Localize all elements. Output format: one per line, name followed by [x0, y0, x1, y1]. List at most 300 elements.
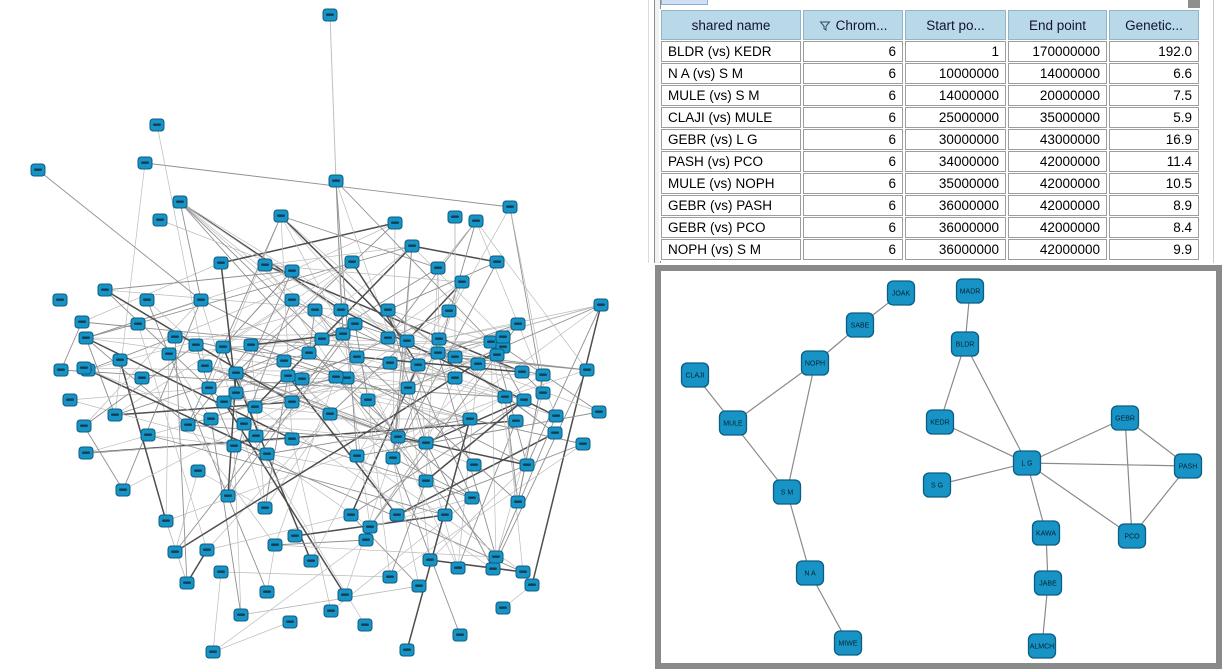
network-edge [532, 305, 601, 585]
network-edge [213, 622, 290, 652]
node-label-smudge [232, 392, 240, 394]
table-cell: 6 [803, 85, 903, 106]
node-label-smudge [514, 501, 522, 503]
subnetwork-node-bldr[interactable] [952, 332, 979, 356]
node-label: MULE [723, 420, 743, 428]
network-node[interactable] [400, 335, 414, 347]
table-cell: 42000000 [1008, 217, 1107, 238]
table-cell: 10.5 [1109, 173, 1199, 194]
network-node[interactable] [390, 509, 404, 521]
network-node[interactable] [206, 646, 220, 658]
node-label-smudge [220, 401, 228, 403]
node-label-smudge [445, 310, 453, 312]
network-node[interactable] [180, 577, 194, 589]
network-node[interactable] [31, 164, 45, 176]
network-node[interactable] [304, 555, 318, 567]
pane-divider-line [648, 0, 649, 263]
network-node[interactable] [334, 304, 348, 316]
network-node[interactable] [214, 566, 228, 578]
node-label-smudge [394, 436, 402, 438]
table-cell: 10000000 [905, 63, 1006, 84]
network-node[interactable] [285, 294, 299, 306]
network-node[interactable] [162, 348, 176, 360]
network-node[interactable] [150, 119, 164, 131]
network-edge [145, 163, 510, 207]
network-node[interactable] [116, 484, 130, 496]
network-node[interactable] [549, 410, 563, 422]
column-header-start-position[interactable]: Start po... [905, 10, 1006, 40]
node-label-smudge [422, 442, 430, 444]
network-node[interactable] [281, 370, 295, 382]
node-label: S M [780, 489, 794, 497]
network-node[interactable] [517, 394, 531, 406]
network-node[interactable] [448, 372, 462, 384]
filter-funnel-icon[interactable] [819, 20, 831, 32]
subnetwork-node-kawa[interactable] [1033, 521, 1060, 545]
network-node[interactable] [496, 331, 510, 343]
node-label-smudge [78, 321, 86, 323]
node-label-smudge [583, 369, 591, 371]
subnetwork-node-kedr[interactable] [927, 410, 954, 434]
network-node[interactable] [113, 354, 127, 366]
network-node[interactable] [503, 201, 517, 213]
network-node[interactable] [283, 616, 297, 628]
network-node[interactable] [288, 530, 302, 542]
subnetwork-node-s-m[interactable] [774, 480, 801, 504]
subnetwork-edge[interactable] [965, 344, 1027, 463]
network-node[interactable] [490, 256, 504, 268]
network-node[interactable] [200, 544, 214, 556]
network-node[interactable] [329, 175, 343, 187]
table-cell: 9.9 [1109, 239, 1199, 260]
network-node[interactable] [363, 521, 377, 533]
network-node[interactable] [248, 401, 262, 413]
node-label-smudge [288, 401, 296, 403]
node-label-smudge [311, 309, 319, 311]
network-node[interactable] [237, 418, 251, 430]
network-node[interactable] [302, 347, 316, 359]
network-node[interactable] [358, 619, 372, 631]
table-row[interactable] [661, 129, 1199, 150]
scrollbar-thumb-fragment[interactable] [661, 0, 708, 5]
subnetwork-node-s-g[interactable] [924, 473, 951, 497]
network-node[interactable] [580, 364, 594, 376]
network-node[interactable] [383, 357, 397, 369]
network-node[interactable] [511, 496, 525, 508]
network-node[interactable] [54, 364, 68, 376]
node-label-smudge [143, 299, 151, 301]
table-cell: 170000000 [1008, 41, 1107, 62]
node-label-smudge [451, 216, 459, 218]
node-label-smudge [470, 464, 478, 466]
network-node[interactable] [525, 579, 539, 591]
node-label-smudge [247, 344, 255, 346]
network-node[interactable] [234, 609, 248, 621]
node-label-smudge [528, 584, 536, 586]
network-node[interactable] [350, 351, 364, 363]
subnetwork-node-jabe[interactable] [1035, 571, 1062, 595]
table-cell: 8.4 [1109, 217, 1199, 238]
network-edge [438, 268, 439, 339]
network-node[interactable] [448, 351, 462, 363]
subnetwork-edge[interactable] [1027, 418, 1125, 463]
subnetwork-node-claji[interactable] [682, 363, 709, 387]
node-label-smudge [252, 435, 260, 437]
network-node[interactable] [359, 534, 373, 546]
network-node[interactable] [217, 396, 231, 408]
network-node[interactable] [324, 605, 338, 617]
node-label-smudge [219, 346, 227, 348]
edge-attribute-table [659, 9, 1201, 261]
table-row[interactable] [661, 217, 1199, 238]
network-node[interactable] [515, 366, 529, 378]
node-label: JABE [1039, 580, 1057, 588]
network-node[interactable] [77, 362, 91, 374]
table-row[interactable] [661, 239, 1199, 260]
node-label-smudge [171, 336, 179, 338]
network-node[interactable] [63, 394, 77, 406]
node-label-smudge [364, 399, 372, 401]
network-node[interactable] [308, 304, 322, 316]
subnetwork-node-gebr[interactable] [1112, 406, 1139, 430]
network-node[interactable] [260, 448, 274, 460]
network-node[interactable] [391, 431, 405, 443]
network-node[interactable] [465, 492, 479, 504]
subnetwork-node-madr[interactable] [957, 279, 984, 303]
table-cell: 35000000 [1008, 107, 1107, 128]
subnetwork-edge[interactable] [1027, 463, 1188, 466]
column-header-chromosome[interactable] [803, 10, 903, 40]
node-label-smudge [343, 377, 351, 379]
subnetwork-node-miwe[interactable] [835, 631, 862, 655]
node-label-smudge [366, 526, 374, 528]
node-label-smudge [551, 432, 559, 434]
table-row[interactable] [661, 63, 1199, 84]
network-node[interactable] [463, 413, 477, 425]
node-label-smudge [391, 222, 399, 224]
network-node[interactable] [168, 331, 182, 343]
node-label-smudge [305, 352, 313, 354]
network-node[interactable] [411, 359, 425, 371]
network-node[interactable] [260, 586, 274, 598]
network-node[interactable] [536, 387, 550, 399]
node-label-smudge [332, 180, 340, 182]
node-label-smudge [263, 591, 271, 593]
network-node[interactable] [467, 459, 481, 471]
network-node[interactable] [455, 276, 469, 288]
subnetwork-node-noph[interactable] [802, 351, 829, 375]
network-node[interactable] [141, 429, 155, 441]
network-node[interactable] [498, 391, 512, 403]
network-node[interactable] [214, 257, 228, 269]
subnetwork-node-pco[interactable] [1119, 524, 1146, 548]
network-node[interactable] [511, 318, 525, 330]
table-cell: 6.6 [1109, 63, 1199, 84]
column-header-genetic[interactable]: Genetic... [1109, 10, 1199, 40]
node-label-smudge [56, 299, 64, 301]
node-label-smudge [288, 270, 296, 272]
subnetwork-edge[interactable] [1125, 418, 1132, 536]
node-label-smudge [435, 338, 443, 340]
network-node[interactable] [486, 563, 500, 575]
node-label: L G [1021, 460, 1033, 468]
node-label-smudge [501, 396, 509, 398]
network-node[interactable] [79, 447, 93, 459]
node-label-smudge [203, 549, 211, 551]
table-cell: NOPH (vs) S M [661, 239, 801, 260]
network-node[interactable] [345, 256, 359, 268]
table-cell: N A (vs) S M [661, 63, 801, 84]
network-node[interactable] [348, 318, 362, 330]
node-label-smudge [251, 406, 259, 408]
network-node[interactable] [423, 554, 437, 566]
network-node[interactable] [53, 294, 67, 306]
table-cell: 6 [803, 195, 903, 216]
network-node[interactable] [75, 316, 89, 328]
node-label-smudge [415, 585, 423, 587]
network-node[interactable] [285, 265, 299, 277]
subnetwork-node-n-a[interactable] [797, 561, 824, 585]
network-node[interactable] [496, 602, 510, 614]
subnetwork-node-joak[interactable] [888, 281, 915, 305]
network-node[interactable] [229, 367, 243, 379]
network-node[interactable] [295, 373, 309, 385]
network-node[interactable] [315, 333, 329, 345]
network-node[interactable] [173, 196, 187, 208]
network-node[interactable] [258, 259, 272, 271]
node-label-smudge [520, 399, 528, 401]
network-node[interactable] [244, 339, 258, 351]
network-node[interactable] [490, 349, 504, 361]
network-node[interactable] [381, 304, 395, 316]
network-edge [505, 397, 518, 502]
network-node[interactable] [442, 305, 456, 317]
table-cell: MULE (vs) S M [661, 85, 801, 106]
network-node[interactable] [277, 355, 291, 367]
network-node[interactable] [431, 262, 445, 274]
network-node[interactable] [198, 360, 212, 372]
subnetwork-panel[interactable] [655, 265, 1222, 669]
network-node[interactable] [401, 382, 415, 394]
node-label-smudge [362, 539, 370, 541]
network-node[interactable] [361, 394, 375, 406]
network-edge [330, 15, 336, 181]
network-node[interactable] [194, 294, 208, 306]
column-header-shared-name[interactable]: shared name [661, 10, 801, 40]
network-node[interactable] [383, 571, 397, 583]
node-label-smudge [298, 378, 306, 380]
network-node[interactable] [412, 580, 426, 592]
network-node[interactable] [419, 475, 433, 487]
node-label-smudge [539, 374, 547, 376]
network-node[interactable] [344, 509, 358, 521]
network-node[interactable] [189, 339, 203, 351]
network-node[interactable] [249, 430, 263, 442]
node-label-smudge [144, 434, 152, 436]
network-node[interactable] [400, 644, 414, 656]
network-node[interactable] [329, 371, 343, 383]
network-node[interactable] [191, 465, 205, 477]
node-label-smudge [82, 452, 90, 454]
subnetwork-node-l-g[interactable] [1014, 451, 1041, 475]
node-label-smudge [326, 14, 334, 16]
node-label: JOAK [891, 290, 911, 298]
network-node[interactable] [350, 450, 364, 462]
network-node[interactable] [405, 240, 419, 252]
table-cell: 25000000 [905, 107, 1006, 128]
table-row[interactable] [661, 85, 1199, 106]
network-node[interactable] [135, 372, 149, 384]
network-node[interactable] [181, 419, 195, 431]
network-node[interactable] [323, 408, 337, 420]
network-node[interactable] [520, 459, 534, 471]
network-node[interactable] [227, 440, 241, 452]
network-node[interactable] [576, 438, 590, 450]
table-cell: 192.0 [1109, 41, 1199, 62]
network-node[interactable] [432, 333, 446, 345]
network-node[interactable] [381, 332, 395, 344]
network-node[interactable] [509, 415, 523, 427]
table-cell: 42000000 [1008, 239, 1107, 260]
node-label-smudge [207, 418, 215, 420]
network-node[interactable] [338, 589, 352, 601]
node-label-smudge [240, 423, 248, 425]
node-label-smudge [466, 418, 474, 420]
network-node[interactable] [471, 358, 485, 370]
network-node[interactable] [469, 215, 483, 227]
node-label: GEBR [1115, 415, 1135, 423]
subnetwork-edge[interactable] [787, 363, 815, 492]
node-label-smudge [134, 323, 142, 325]
network-node[interactable] [594, 299, 608, 311]
node-label-smudge [332, 376, 340, 378]
network-node[interactable] [323, 9, 337, 21]
network-node[interactable] [79, 332, 93, 344]
column-header-end-point[interactable]: End point [1008, 10, 1107, 40]
table-cell: BLDR (vs) KEDR [661, 41, 801, 62]
network-node[interactable] [258, 502, 272, 514]
network-node[interactable] [453, 629, 467, 641]
table-cell: 6 [803, 129, 903, 150]
network-node[interactable] [431, 347, 445, 359]
network-node[interactable] [140, 294, 154, 306]
table-cell: 36000000 [905, 195, 1006, 216]
network-edge [221, 572, 390, 577]
subnetwork-node-mule[interactable] [720, 411, 747, 435]
subnetwork-node-sabe[interactable] [847, 313, 874, 337]
network-node[interactable] [274, 210, 288, 222]
table-row[interactable] [661, 195, 1199, 216]
node-label-smudge [458, 281, 466, 283]
node-label-smudge [119, 489, 127, 491]
table-cell: 6 [803, 151, 903, 172]
network-node[interactable] [336, 328, 350, 340]
table-cell: 42000000 [1008, 151, 1107, 172]
node-label-smudge [162, 520, 170, 522]
node-label: N A [804, 570, 816, 578]
node-label-smudge [111, 414, 119, 416]
table-cell: 1 [905, 41, 1006, 62]
network-node[interactable] [268, 539, 282, 551]
table-cell: 43000000 [1008, 129, 1107, 150]
node-label-smudge [171, 551, 179, 553]
table-cell: 14000000 [1008, 63, 1107, 84]
subnetwork-canvas[interactable] [661, 271, 1216, 663]
node-label-smudge [307, 560, 315, 562]
network-node[interactable] [138, 157, 152, 169]
network-node[interactable] [285, 433, 299, 445]
node-label-smudge [408, 245, 416, 247]
node-label-smudge [353, 455, 361, 457]
network-edge [224, 402, 345, 595]
network-node[interactable] [285, 396, 299, 408]
node-label-smudge [441, 514, 449, 516]
node-label: BLDR [955, 341, 975, 349]
network-node[interactable] [419, 437, 433, 449]
node-label-smudge [237, 614, 245, 616]
network-node[interactable] [548, 427, 562, 439]
network-node[interactable] [516, 566, 530, 578]
network-edge [267, 545, 275, 592]
table-row[interactable] [661, 41, 1199, 62]
table-cell: 6 [803, 173, 903, 194]
node-label: MIWE [838, 640, 858, 648]
network-node[interactable] [131, 318, 145, 330]
network-node[interactable] [438, 509, 452, 521]
node-label-smudge [141, 162, 149, 164]
network-node[interactable] [451, 562, 465, 574]
table-cell: 20000000 [1008, 85, 1107, 106]
network-edge [292, 439, 331, 611]
network-node[interactable] [108, 409, 122, 421]
network-node[interactable] [202, 382, 216, 394]
network-node[interactable] [168, 546, 182, 558]
table-cell: GEBR (vs) L G [661, 129, 801, 150]
network-node[interactable] [221, 490, 235, 502]
scrollbar-corner-fragment[interactable] [1188, 0, 1200, 8]
node-label-smudge [138, 377, 146, 379]
node-label-smudge [384, 309, 392, 311]
network-node[interactable] [204, 413, 218, 425]
network-node[interactable] [98, 284, 112, 296]
network-node[interactable] [388, 217, 402, 229]
node-label-smudge [434, 352, 442, 354]
network-node[interactable] [448, 211, 462, 223]
network-node[interactable] [159, 515, 173, 527]
node-label-smudge [153, 124, 161, 126]
node-label-smudge [539, 392, 547, 394]
subnetwork-node-almch[interactable] [1029, 634, 1056, 658]
table-row[interactable] [661, 107, 1199, 128]
network-node[interactable] [386, 452, 400, 464]
network-node[interactable] [592, 406, 606, 418]
node-label-smudge [353, 356, 361, 358]
subnetwork-node-pash[interactable] [1175, 454, 1202, 478]
node-label-smudge [348, 261, 356, 263]
network-node[interactable] [216, 341, 230, 353]
node-label-smudge [261, 507, 269, 509]
table-cell: 6 [803, 41, 903, 62]
network-edge [267, 454, 426, 481]
network-node[interactable] [153, 214, 167, 226]
table-row[interactable] [661, 173, 1199, 194]
network-node[interactable] [77, 420, 91, 432]
network-node[interactable] [489, 551, 503, 563]
table-row[interactable] [661, 151, 1199, 172]
node-label-smudge [384, 337, 392, 339]
network-edge [213, 572, 221, 652]
network-node[interactable] [536, 369, 550, 381]
